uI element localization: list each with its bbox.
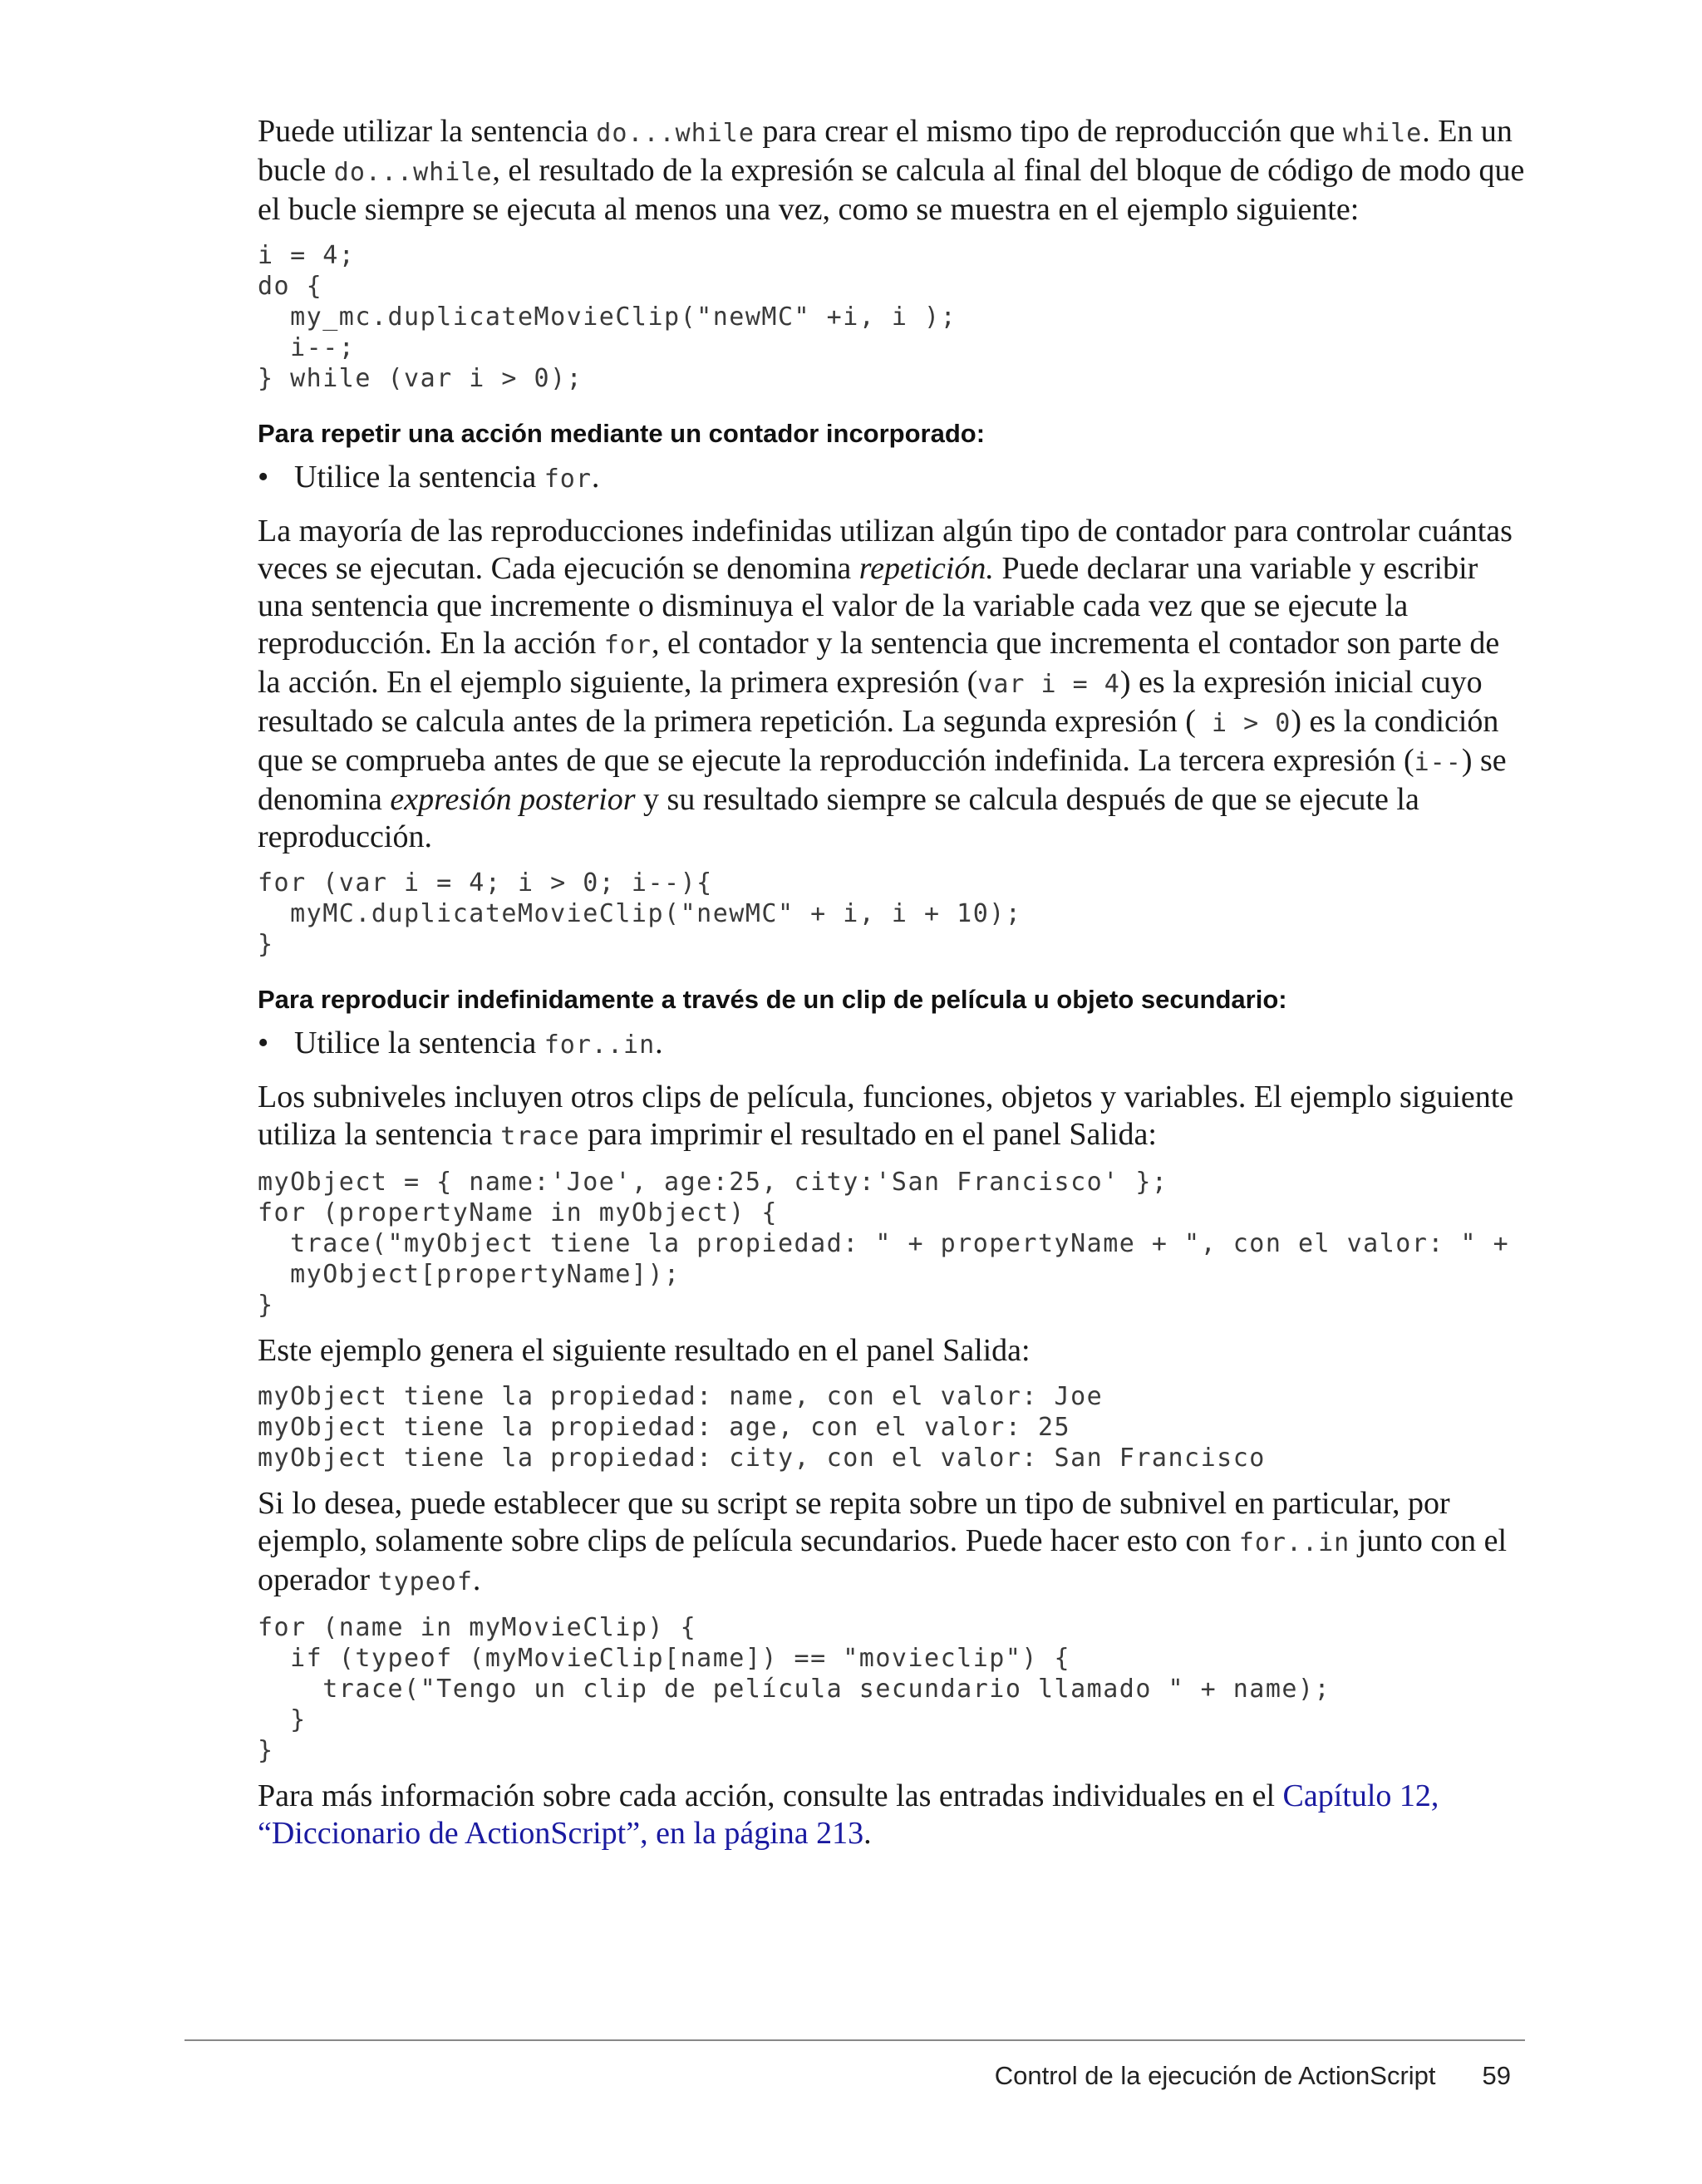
- page-content: [258, 113, 1529, 1852]
- paragraph-more-info: Para más información sobre cada acción, consulte las entradas individuales en el Capítulo 12, “Diccionario de ActionScript”, en la página 213.: [258, 1778, 1439, 1851]
- page-number: 59: [1482, 2061, 1511, 2090]
- code-block-typeof: for (name in myMovieClip) { if (typeof (myMovieClip[name]) == "movieclip") { trace("Tengo un clip de película secundario llamado " + name); } }: [258, 1613, 1331, 1765]
- section-heading-counter: Para repetir una acción mediante un contador incorporado:: [258, 419, 986, 448]
- term-emphasis: expresión posterior: [390, 782, 636, 817]
- inline-code: do...while: [333, 158, 493, 187]
- bullet-item-for: • Utilice la sentencia for.: [258, 460, 600, 494]
- code-block-for: for (var i = 4; i > 0; i--){ myMC.duplicateMovieClip("newMC" + i, i + 10); }: [258, 868, 1022, 959]
- code-block-do-while: i = 4; do { my_mc.duplicateMovieClip("newMC" +i, i ); i--; } while (var i > 0);: [258, 241, 957, 393]
- inline-code: for..in: [1238, 1528, 1350, 1557]
- inline-code: for: [544, 465, 592, 494]
- inline-code: do...while: [596, 119, 755, 148]
- inline-code: i > 0: [1195, 709, 1291, 738]
- chapter-link[interactable]: Capítulo 12, “Diccionario de ActionScript”, en la página 213: [258, 1778, 1439, 1851]
- page-footer: [995, 2061, 1511, 2091]
- code-block-for-in: myObject = { name:'Joe', age:25, city:'San Francisco' }; for (propertyName in myObject) { trace("myObject tiene la propiedad: " + propertyName + ", con el valor: " + myObject[propertyName]); }: [258, 1168, 1510, 1320]
- footer-title: Control de la ejecución de ActionScript: [994, 2061, 1436, 2090]
- bullet-marker: •: [258, 1026, 269, 1060]
- inline-code: for..in: [544, 1031, 656, 1060]
- code-block-output: myObject tiene la propiedad: name, con el valor: Joe myObject tiene la propiedad: age, con el valor: 25 myObject tiene la propiedad: city, con el valor: San Francisco: [258, 1382, 1266, 1473]
- inline-code: i--: [1414, 748, 1462, 777]
- inline-code: while: [1342, 119, 1423, 148]
- paragraph-typeof: Si lo desea, puede establecer que su script se repita sobre un tipo de subnivel en particular, por ejemplo, solamente sobre clips de película secundarios. Puede hacer esto con for..in junto con el operador typeof.: [258, 1486, 1508, 1597]
- bullet-item-for-in: • Utilice la sentencia for..in.: [258, 1026, 663, 1060]
- paragraph-for-loop: La mayoría de las reproducciones indefinidas utilizan algún tipo de contador para controlar cuántas veces se ejecutan. Cada ejecución se denomina repetición. Puede declarar una variable y escribir una sentencia que incremente o disminuya el valor de la variable cada vez que se ejecute la reproducción. En la acción for, el contador y la sentencia que incrementa el contador son parte de la acción. En el ejemplo siguiente, la primera expresión (var i = 4) es la expresión inicial cuyo resultado se calcula antes de la primera repetición. La segunda expresión ( i > 0) es la condición que se comprueba antes de que se ejecute la reproducción indefinida. La tercera expresión (i--) se denomina expresión posterior y su resultado siempre se calcula después de que se ejecute la reproducción.: [258, 514, 1513, 854]
- paragraph-output-intro: Este ejemplo genera el siguiente resultado en el panel Salida:: [258, 1333, 1031, 1368]
- section-heading-for-in: Para reproducir indefinidamente a través de un clip de película u objeto secundario:: [258, 985, 1287, 1014]
- inline-code: typeof: [377, 1567, 473, 1596]
- term-emphasis: repetición.: [858, 551, 994, 586]
- inline-code: trace: [500, 1122, 580, 1151]
- footer-divider: [184, 2039, 1525, 2041]
- paragraph-subniveles: Los subniveles incluyen otros clips de película, funciones, objetos y variables. El ejemplo siguiente utiliza la sentencia trace para imprimir el resultado en el panel Salida:: [258, 1080, 1514, 1152]
- inline-code: for: [603, 631, 652, 660]
- paragraph-do-while: Puede utilizar la sentencia do...while para crear el mismo tipo de reproducción que while. En un bucle do...while, el resultado de la expresión se calcula al final del bloque de código de modo que el bucle siempre se ejecuta al menos una vez, como se muestra en el ejemplo siguiente:: [258, 114, 1525, 227]
- bullet-marker: •: [258, 460, 269, 494]
- inline-code: var i = 4: [977, 670, 1120, 699]
